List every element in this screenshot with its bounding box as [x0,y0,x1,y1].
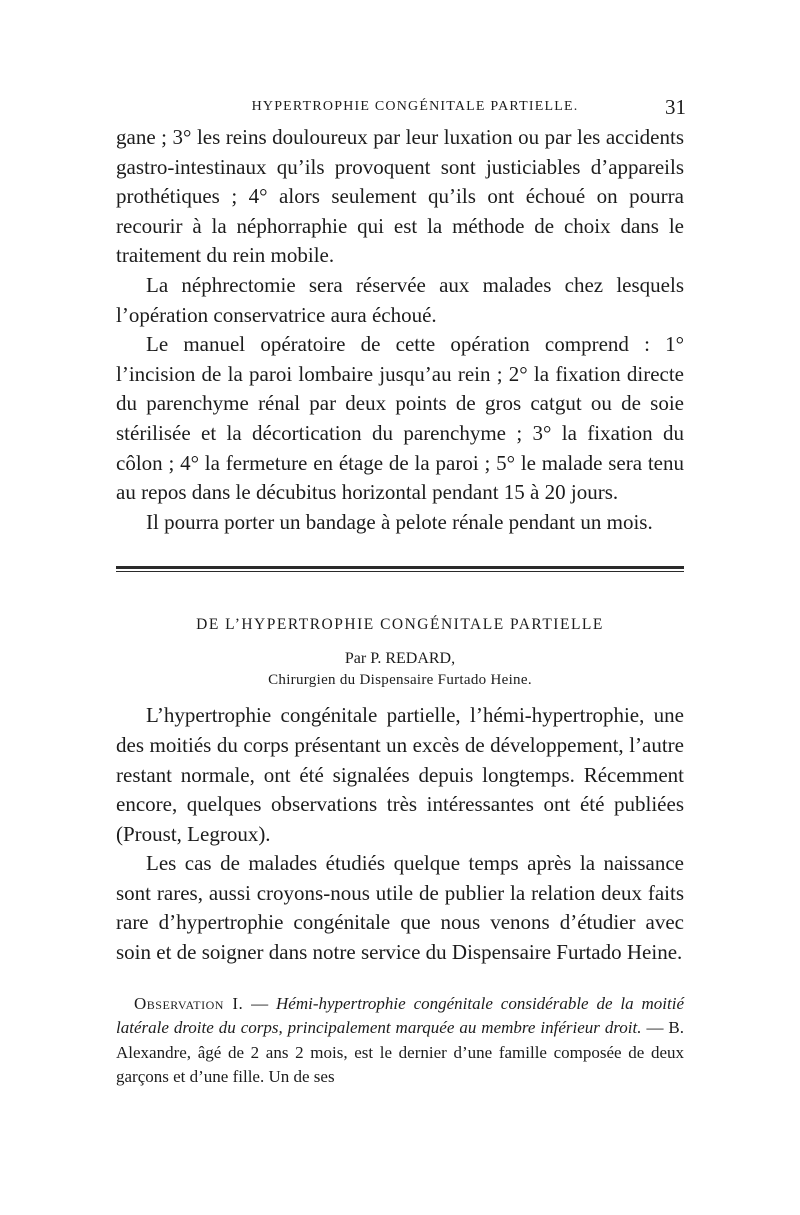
author-affiliation: Chirurgien du Dispensaire Furtado Heine. [268,672,532,689]
observation-paragraph [116,992,684,1090]
observation-title: Hémi-hypertrophie congénitale considérable de la moitié latérale droite du corps, principalement marquée au membre inférieur droit. [116,993,685,1038]
paragraph: L’hypertrophie congénitale partielle, l’hémi-hypertrophie, une des moitiés du corps présentant un excès de développement, l’autre restant normale, ont été signalées depuis longtemps. Récemment encore, quelques observations très intéressantes ont été publiées (Proust, Legroux). [116,703,684,846]
paragraph: Le manuel opératoire de cette opération comprend : 1° l’incision de la paroi lombaire jusqu’au rein ; 2° la fixation directe du parenchyme rénal par deux points de gros catgut ou de soie stérilisée et la décortication du parenchyme ; 3° la fixation du côlon ; 4° la fermeture en étage de la paroi ; 5° le malade sera tenu au repos dans le décubitus horizontal pendant 15 à 20 jours. [116,332,684,505]
observation-text: — B. Alexandre, âgé de 2 ans 2 mois, est le dernier d’une famille composée de deux garçons et d’une fille. Un de ses [116,1018,684,1087]
observation-label: Observation I. [134,993,244,1013]
paragraph: Les cas de malades étudiés quelque temps après la naissance sont rares, aussi croyons-nous utile de publier la relation deux faits rare d’hypertrophie congénitale que nous venons d’étudier avec soin et de soigner dans notre service du Dispensaire Furtado Heine. [116,851,684,965]
running-head-title: HYPERTROPHIE CONGÉNITALE PARTIELLE. [251,99,579,114]
paragraph: gane ; 3° les reins douloureux par leur luxation ou par les accidents gastro-intestinaux qu’ils provoquent sont justiciables d’appareils prothétiques ; 4° alors seulement qu’ils ont échoué on pourra recourir à la néphorraphie qui est la méthode de choix dans le traitement du rein mobile. [116,125,684,268]
paragraph: La néphrectomie sera réservée aux malades chez lesquels l’opération conservatrice aura échoué. [116,272,684,327]
divider-thin-rule [116,571,684,572]
running-head [116,95,684,123]
divider-thick-rule [116,566,684,569]
article-title: DE L’HYPERTROPHIE CONGÉNITALE PARTIELLE [196,616,604,634]
paragraph: Il pourra porter un bandage à pelote rénale pendant un mois. [146,509,653,534]
book-page [116,95,684,1090]
page-number: 31 [665,95,686,119]
previous-article-continuation [116,123,684,537]
article [116,616,684,1089]
observation-dash: — [243,993,277,1013]
section-divider [116,566,684,578]
article-byline: Par P. REDARD, [344,650,456,668]
